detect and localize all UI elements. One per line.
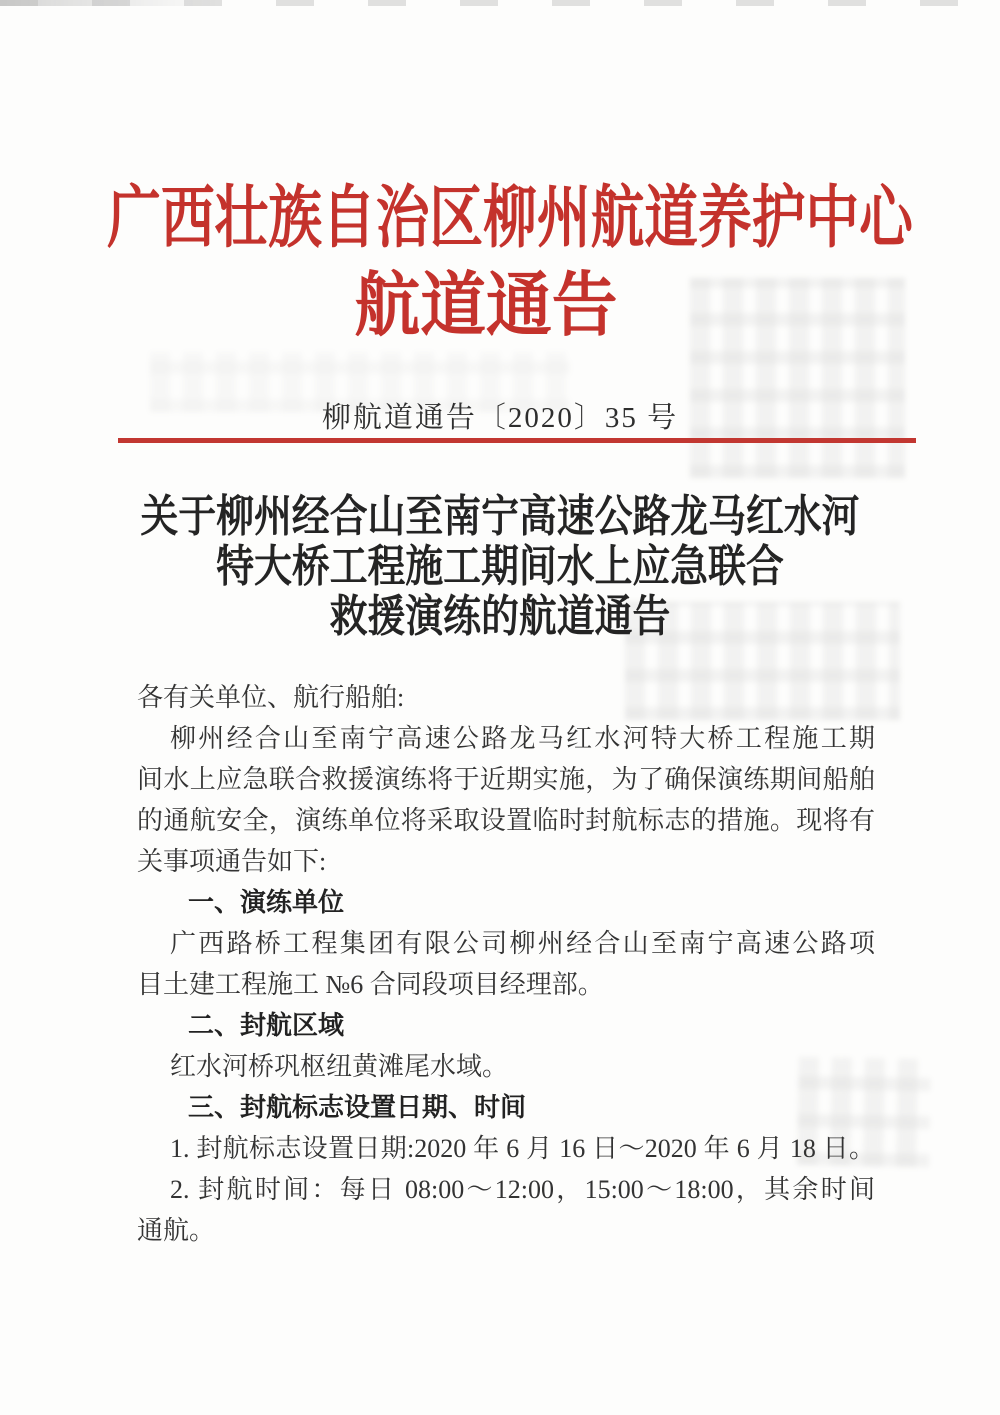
intro-line-3: 的通航安全，演练单位将采取设置临时封航标志的措施。现将有 [137, 806, 875, 835]
notice-type-title [0, 268, 1000, 345]
doc-title-line-2 [0, 542, 1000, 592]
salutation-line: 各有关单位、航行船舶: [137, 683, 405, 712]
section-1-line-2: 目土建工程施工 №6 合同段项目经理部。 [137, 970, 604, 999]
section-3-item-1: 1. 封航标志设置日期:2020 年 6 月 16 日～2020 年 6 月 18 日。 [170, 1134, 875, 1163]
doc-number: 柳航道通告〔2020〕35 号 [321, 402, 679, 434]
intro-line-1: 柳州经合山至南宁高速公路龙马红水河特大桥工程施工期 [170, 724, 875, 753]
intro-line-4: 关事项通告如下: [137, 847, 327, 876]
org-title [0, 180, 1000, 256]
section-3-item-2: 2. 封航时间：每日 08:00～12:00，15:00～18:00，其余时间 [170, 1175, 875, 1204]
doc-title-line-3 [0, 592, 1000, 642]
section-2-heading: 二、封航区域 [188, 1010, 345, 1040]
notice-body [137, 677, 875, 1251]
intro-line-2: 间水上应急联合救援演练将于近期实施，为了确保演练期间船舶 [137, 765, 875, 794]
org-title-text: 广西壮族自治区柳州航道养护中心 [107, 180, 913, 256]
doc-title-line-2-text: 特大桥工程施工期间水上应急联合 [216, 542, 784, 591]
doc-title-line-1-text: 关于柳州经合山至南宁高速公路龙马红水河 [140, 492, 860, 541]
section-1-heading: 一、演练单位 [188, 887, 345, 917]
section-3-heading: 三、封航标志设置日期、时间 [188, 1092, 527, 1122]
scan-edge-artifact [0, 0, 1000, 6]
doc-title-line-3-text: 救援演练的航道通告 [329, 592, 671, 641]
section-3-item-2-cont: 通航。 [137, 1216, 216, 1245]
section-2-body: 红水河桥巩枢纽黄滩尾水域。 [170, 1052, 509, 1081]
section-1-line-1: 广西路桥工程集团有限公司柳州经合山至南宁高速公路项 [170, 929, 875, 958]
doc-title-line-1 [0, 492, 1000, 542]
doc-title [0, 492, 1000, 642]
notice-type-text: 航道通告 [354, 268, 618, 345]
red-divider-rule [118, 438, 916, 443]
